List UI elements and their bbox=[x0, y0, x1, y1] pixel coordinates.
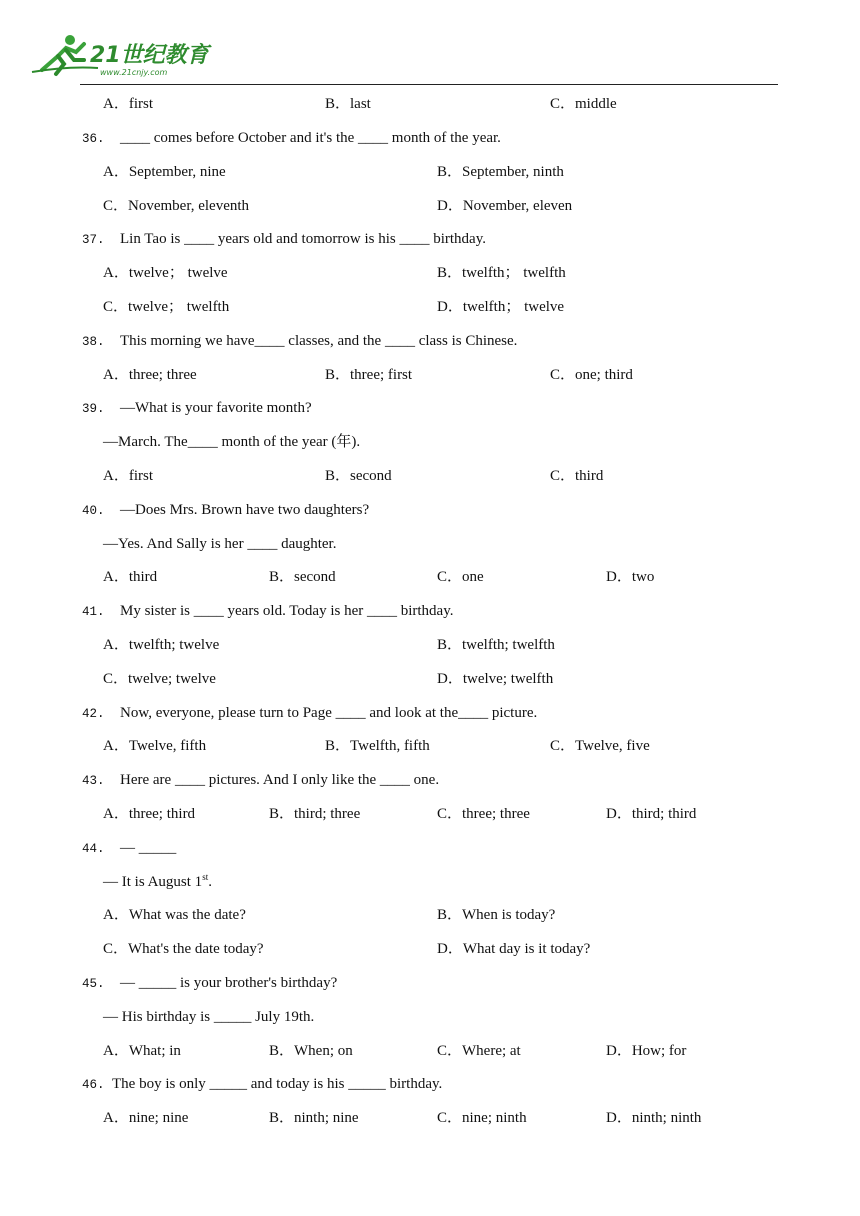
question-number: 36. bbox=[82, 132, 105, 146]
answer-option[interactable]: C．nine; ninth bbox=[437, 1110, 527, 1126]
answer-option[interactable]: D．two bbox=[606, 569, 655, 585]
answer-option[interactable]: B．When; on bbox=[269, 1043, 353, 1059]
question-number: 38. bbox=[82, 335, 105, 349]
answer-option[interactable]: B．second bbox=[325, 468, 392, 484]
answer-option[interactable]: C．What's the date today? bbox=[103, 941, 264, 957]
question-stem: —Does Mrs. Brown have two daughters? bbox=[120, 502, 370, 518]
question-number: 39. bbox=[82, 402, 105, 416]
question-number: 46. bbox=[82, 1078, 105, 1092]
answer-option[interactable]: C．third bbox=[550, 468, 604, 484]
answer-option[interactable]: C．Twelve, five bbox=[550, 738, 650, 754]
question-number: 40. bbox=[82, 504, 105, 518]
page-header bbox=[28, 30, 778, 86]
answer-option[interactable]: A．first bbox=[103, 96, 153, 112]
question-number: 44. bbox=[82, 842, 105, 856]
answer-option[interactable]: A．three; third bbox=[103, 806, 196, 822]
logo-icon bbox=[28, 30, 228, 80]
question-stem: My sister is ____ years old. Today is her ____ birthday. bbox=[120, 603, 454, 619]
dialogue-line: —Yes. And Sally is her ____ daughter. bbox=[103, 536, 337, 552]
answer-option[interactable]: A．third bbox=[103, 569, 158, 585]
answer-option[interactable]: B．last bbox=[325, 96, 371, 112]
answer-option[interactable]: D．twelve; twelfth bbox=[437, 671, 554, 687]
answer-option[interactable]: B．three; first bbox=[325, 367, 413, 383]
dialogue-line: —March. The____ month of the year (年). bbox=[103, 434, 361, 450]
answer-option[interactable]: A．Twelve, fifth bbox=[103, 738, 207, 754]
answer-option[interactable]: D．November, eleven bbox=[437, 198, 573, 214]
answer-option[interactable]: A．twelve； twelve bbox=[103, 265, 228, 281]
answer-option[interactable]: D．What day is it today? bbox=[437, 941, 591, 957]
answer-option[interactable]: C．middle bbox=[550, 96, 617, 112]
answer-option[interactable]: A．first bbox=[103, 468, 153, 484]
answer-option[interactable]: B．third; three bbox=[269, 806, 361, 822]
question-stem: Lin Tao is ____ years old and tomorrow is his ____ birthday. bbox=[120, 231, 486, 247]
answer-option[interactable]: B．September, ninth bbox=[437, 164, 564, 180]
answer-option[interactable]: A．twelfth; twelve bbox=[103, 637, 220, 653]
question-number: 43. bbox=[82, 774, 105, 788]
question-stem: — _____ bbox=[120, 840, 177, 856]
answer-option[interactable]: C．one; third bbox=[550, 367, 633, 383]
answer-option[interactable]: C．November, eleventh bbox=[103, 198, 250, 214]
question-stem: Now, everyone, please turn to Page ____ and look at the____ picture. bbox=[120, 705, 538, 721]
header-rule bbox=[80, 84, 778, 85]
question-stem: ____ comes before October and it's the ____ month of the year. bbox=[120, 130, 501, 146]
dialogue-line: — It is August 1st. bbox=[103, 872, 212, 890]
answer-option[interactable]: B．When is today? bbox=[437, 907, 556, 923]
answer-option[interactable]: C．twelve； twelfth bbox=[103, 299, 230, 315]
question-number: 41. bbox=[82, 605, 105, 619]
answer-option[interactable]: D．How; for bbox=[606, 1043, 687, 1059]
question-number: 42. bbox=[82, 707, 105, 721]
question-stem: This morning we have____ classes, and the ____ class is Chinese. bbox=[120, 333, 518, 349]
dialogue-line: — His birthday is _____ July 19th. bbox=[103, 1009, 315, 1025]
answer-option[interactable]: A．September, nine bbox=[103, 164, 226, 180]
question-number: 45. bbox=[82, 977, 105, 991]
svg-text:21世纪教育: 21世纪教育 bbox=[90, 43, 209, 68]
answer-option[interactable]: D．ninth; ninth bbox=[606, 1110, 702, 1126]
answer-option[interactable]: B．twelfth; twelfth bbox=[437, 637, 555, 653]
answer-option[interactable]: B．twelfth； twelfth bbox=[437, 265, 566, 281]
answer-option[interactable]: D．twelfth； twelve bbox=[437, 299, 565, 315]
answer-option[interactable]: C．one bbox=[437, 569, 484, 585]
answer-option[interactable]: D．third; third bbox=[606, 806, 697, 822]
answer-option[interactable]: A．What; in bbox=[103, 1043, 181, 1059]
answer-option[interactable]: C．Where; at bbox=[437, 1043, 521, 1059]
answer-option[interactable]: A．nine; nine bbox=[103, 1110, 189, 1126]
question-stem: — _____ is your brother's birthday? bbox=[120, 975, 338, 991]
question-stem: —What is your favorite month? bbox=[120, 400, 312, 416]
answer-option[interactable]: B．ninth; nine bbox=[269, 1110, 359, 1126]
question-stem: Here are ____ pictures. And I only like the ____ one. bbox=[120, 772, 440, 788]
answer-option[interactable]: B．Twelfth, fifth bbox=[325, 738, 430, 754]
answer-option[interactable]: A．What was the date? bbox=[103, 907, 246, 923]
answer-option[interactable]: A．three; three bbox=[103, 367, 197, 383]
answer-option[interactable]: C．twelve; twelve bbox=[103, 671, 216, 687]
question-stem: The boy is only _____ and today is his _____ birthday. bbox=[112, 1076, 443, 1092]
answer-option[interactable]: B．second bbox=[269, 569, 336, 585]
question-number: 37. bbox=[82, 233, 105, 247]
svg-text:www.21cnjy.com: www.21cnjy.com bbox=[100, 68, 168, 77]
superscript: st bbox=[202, 872, 209, 882]
answer-option[interactable]: C．three; three bbox=[437, 806, 530, 822]
